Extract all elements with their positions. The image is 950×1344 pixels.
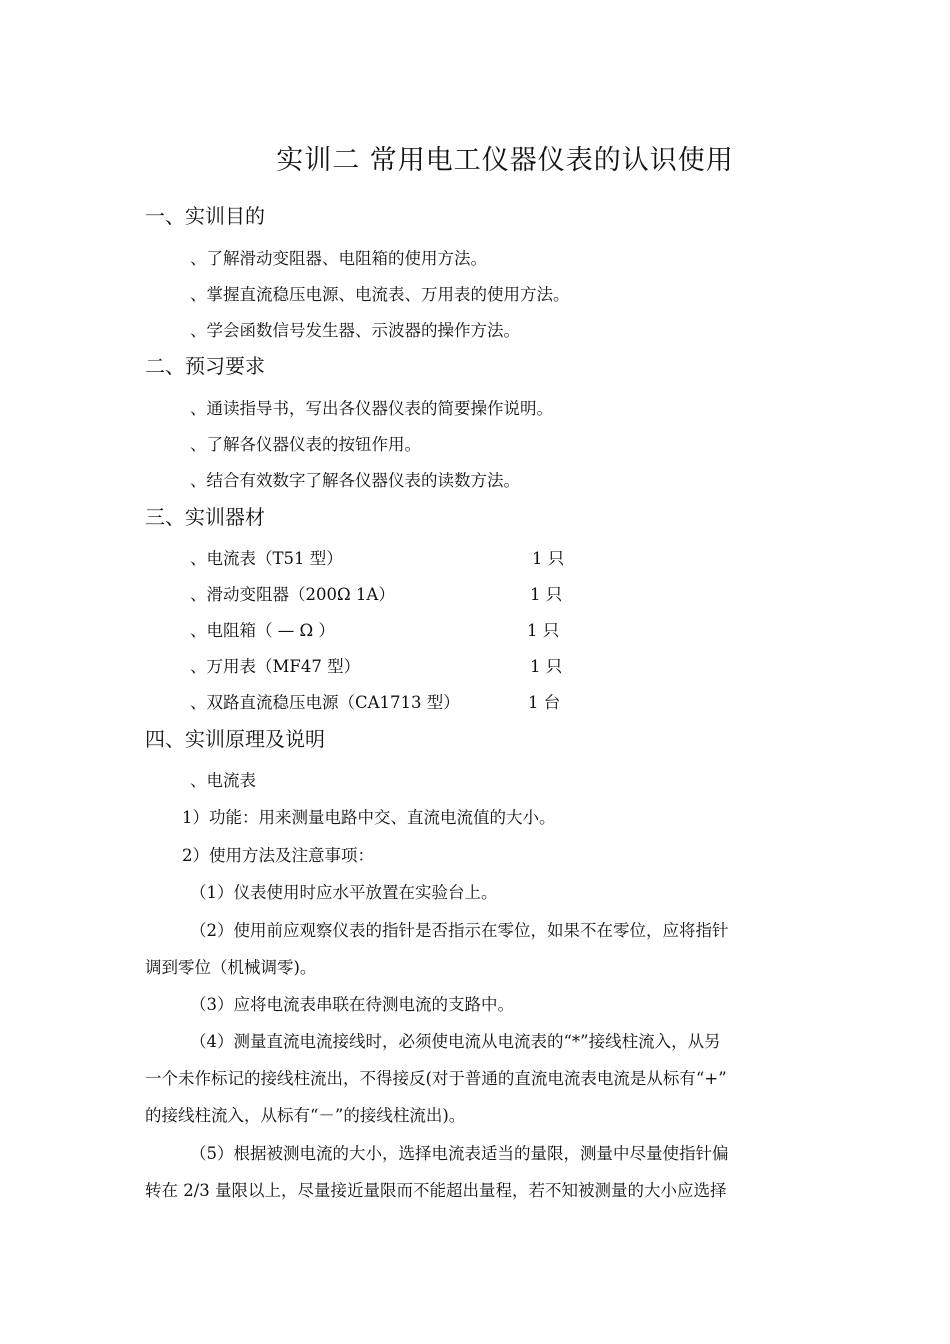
usage-note-2-line-1: （2）使用前应观察仪表的指针是否指示在零位，如果不在零位，应将指针: [190, 921, 729, 940]
equipment-qty-3: 1 只: [527, 621, 560, 640]
section-heading-objectives: 一、实训目的: [145, 204, 265, 228]
equipment-item-4: 、万用表（MF47 型）: [190, 657, 361, 676]
equipment-item-2: 、滑动变阻器（200Ω 1A）: [190, 585, 395, 604]
section-heading-principles: 四、实训原理及说明: [145, 727, 325, 751]
page-title: 实训二 常用电工仪器仪表的认识使用: [276, 145, 734, 176]
usage-note-1: （1）仪表使用时应水平放置在实验台上。: [190, 883, 498, 902]
section-heading-preview: 二、预习要求: [145, 354, 265, 378]
usage-note-2-line-2: 调到零位（机械调零)。: [145, 958, 317, 977]
usage-note-3: （3）应将电流表串联在待测电流的支路中。: [190, 995, 514, 1014]
objective-item-1: 、了解滑动变阻器、电阻箱的使用方法。: [190, 249, 487, 268]
objective-item-2: 、掌握直流稳压电源、电流表、万用表的使用方法。: [190, 285, 570, 304]
usage-note-5-line-2: 转在 2/3 量限以上，尽量接近量限而不能超出量程，若不知被测量的大小应选择: [145, 1181, 727, 1200]
equipment-qty-2: 1 只: [530, 585, 563, 604]
usage-note-4-line-2: 一个未作标记的接线柱流出，不得接反(对于普通的直流电流表电流是从标有“+”: [145, 1069, 727, 1088]
equipment-qty-4: 1 只: [530, 657, 563, 676]
objective-item-3: 、学会函数信号发生器、示波器的操作方法。: [190, 321, 520, 340]
equipment-item-3: 、电阻箱（ — Ω ）: [190, 621, 335, 640]
preview-item-2: 、了解各仪器仪表的按钮作用。: [190, 435, 421, 454]
preview-item-3: 、结合有效数字了解各仪器仪表的读数方法。: [190, 471, 520, 490]
equipment-qty-1: 1 只: [532, 549, 565, 568]
section-heading-equipment: 三、实训器材: [145, 505, 265, 529]
usage-note-4-line-1: （4）测量直流电流接线时，必须使电流从电流表的“*”接线柱流入，从另: [190, 1032, 721, 1051]
usage-note-5-line-1: （5）根据被测电流的大小，选择电流表适当的量限，测量中尽量使指针偏: [190, 1144, 729, 1163]
equipment-item-1: 、电流表（T51 型）: [190, 549, 343, 568]
usage-note-4-line-3: 的接线柱流入，从标有“－”的接线柱流出)。: [145, 1106, 466, 1125]
subsection-ammeter: 、电流表: [190, 771, 256, 790]
ammeter-usage-heading: 2）使用方法及注意事项：: [182, 846, 374, 865]
equipment-item-5: 、双路直流稳压电源（CA1713 型）: [190, 693, 460, 712]
ammeter-function: 1）功能：用来测量电路中交、直流电流值的大小。: [182, 808, 556, 827]
preview-item-1: 、通读指导书，写出各仪器仪表的简要操作说明。: [190, 399, 553, 418]
equipment-qty-5: 1 台: [528, 693, 561, 712]
